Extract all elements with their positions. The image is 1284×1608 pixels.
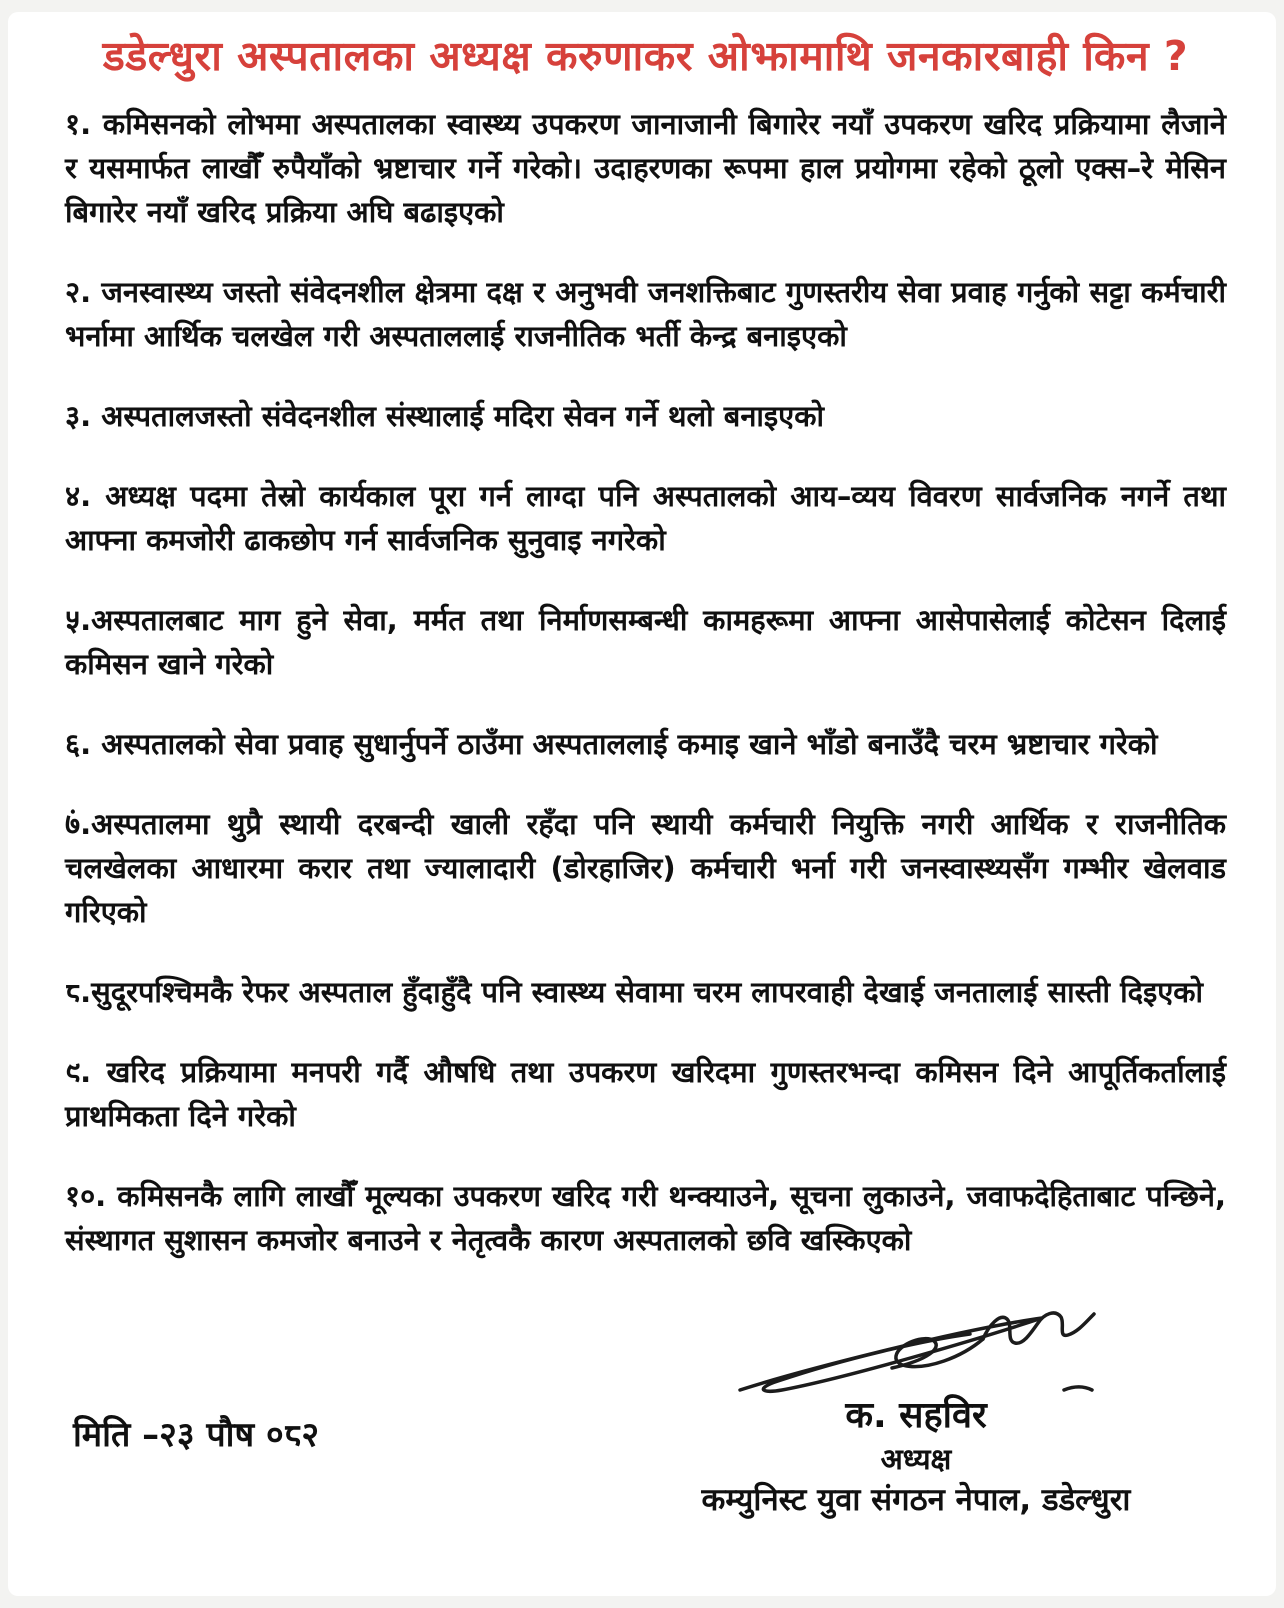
signatory-name: क. सहविर — [845, 1395, 987, 1436]
points-list — [65, 102, 1226, 1262]
point-2: २. जनस्वास्थ्य जस्तो संवेदनशील क्षेत्रमा दक्ष र अनुभवी जनशक्तिबाट गुणस्तरीय सेवा प्रवाह गर्नुको सट्टा कर्मचारी भर्नामा आर्थिक चलखेल गरी अस्पताललाई राजनीतिक भर्ती केन्द्र बनाइएको — [65, 275, 1226, 353]
point-4: ४. अध्यक्ष पदमा तेस्रो कार्यकाल पूरा गर्न लाग्दा पनि अस्पतालको आय–व्यय विवरण सार्वजनिक नगर्ने तथा आफ्ना कमजोरी ढाकछोप गर्न सार्वजनिक सुनुवाइ नगरेको — [65, 479, 1226, 557]
point-5: ५.अस्पतालबाट माग हुने सेवा, मर्मत तथा निर्माणसम्बन्धी कामहरूमा आफ्ना आसेपासेलाई कोटेसन दिलाई कमिसन खाने गरेको — [65, 603, 1226, 681]
point-1: १. कमिसनको लोभमा अस्पतालका स्वास्थ्य उपकरण जानाजानी बिगारेर नयाँ उपकरण खरिद प्रक्रियामा लैजाने र यसमार्फत लाखौँ रुपैयाँको भ्रष्टाचार गर्ने गरेको। उदाहरणका रूपमा हाल प्रयोगमा रहेको ठूलो एक्स–रे मेसिन बिगारेर नयाँ खरिद प्रक्रिया अघि बढाइएको — [65, 107, 1226, 229]
page-title: डडेल्धुरा अस्पतालका अध्यक्ष करुणाकर ओझामाथि जनकारबाही किन ? — [102, 32, 1189, 80]
date-label: मिति –२३ पौष ०८२ — [73, 1415, 320, 1455]
point-6: ६. अस्पतालको सेवा प्रवाह सुधार्नुपर्ने ठाउँमा अस्पताललाई कमाइ खाने भाँडो बनाउँदै चरम भ्रष्टाचार गरेको — [65, 727, 1158, 761]
signatory-title: अध्यक्ष — [880, 1442, 952, 1476]
footer — [65, 1298, 1226, 1522]
point-9: ९. खरिद प्रक्रियामा मनपरी गर्दै औषधि तथा उपकरण खरिदमा गुणस्तरभन्दा कमिसन दिने आपूर्तिकर्तालाई प्राथमिकता दिने गरेको — [65, 1055, 1226, 1133]
document-page — [8, 12, 1276, 1596]
point-10: १०. कमिसनकै लागि लाखौँ मूल्यका उपकरण खरिद गरी थन्क्याउने, सूचना लुकाउने, जवाफदेहिताबाट पन्छिने, संस्थागत सुशासन कमजोर बनाउने र नेतृत्वकै कारण अस्पतालको छवि खस्किएको — [65, 1179, 1226, 1257]
point-8: ८.सुदूरपश्चिमकै रेफर अस्पताल हुँदाहुँदै पनि स्वास्थ्य सेवामा चरम लापरवाही देखाई जनतालाई सास्ती दिइएको — [65, 975, 1204, 1009]
signature-icon — [726, 1298, 1106, 1398]
point-7: ७ं.अस्पतालमा थुप्रै स्थायी दरबन्दी खाली रहँदा पनि स्थायी कर्मचारी नियुक्ति नगरी आर्थिक र राजनीतिक चलखेलका आधारमा करार तथा ज्यालादारी (डोरहाजिर) कर्मचारी भर्ना गरी जनस्वास्थ्यसँग गम्भीर खेलवाड गरिएको — [65, 807, 1226, 929]
signature-block — [636, 1298, 1196, 1522]
point-3: ३. अस्पतालजस्तो संवेदनशील संस्थालाई मदिरा सेवन गर्ने थलो बनाइएको — [65, 399, 824, 433]
organization: कम्युनिस्ट युवा संगठन नेपाल, डडेल्धुरा — [701, 1482, 1131, 1518]
